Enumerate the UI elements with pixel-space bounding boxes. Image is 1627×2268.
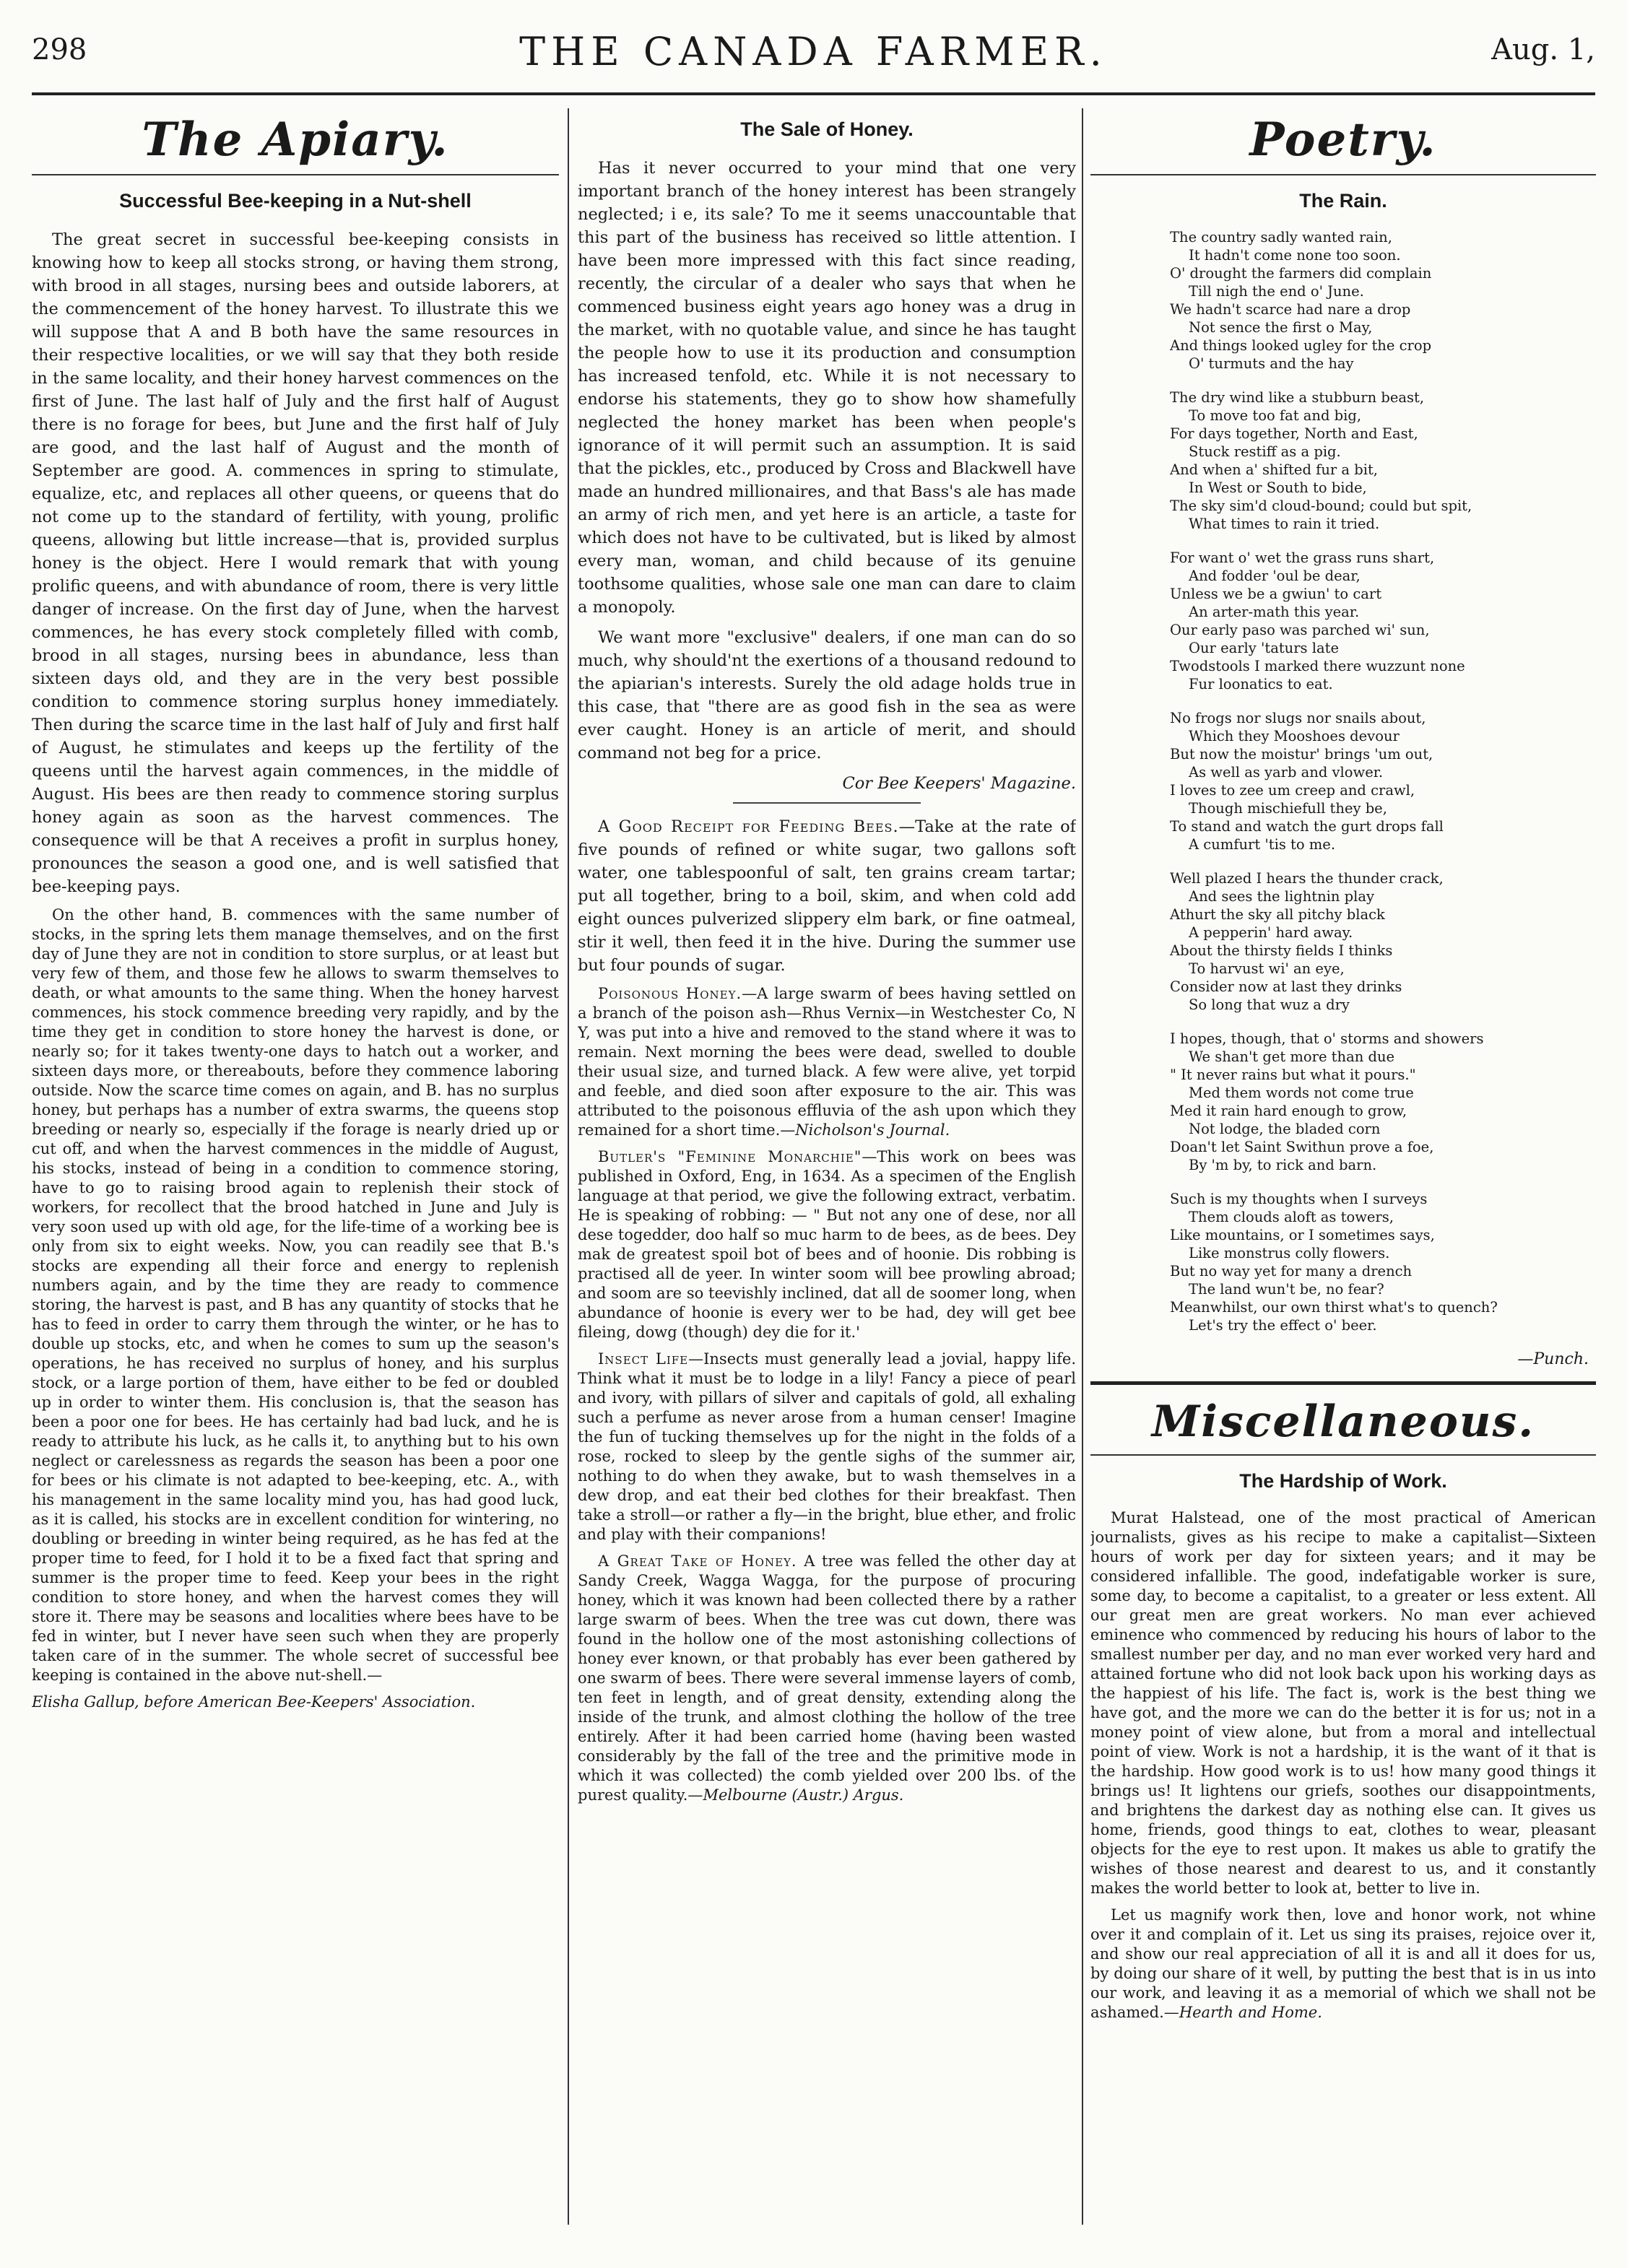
item-lead: Butler's "Feminine Monarchie": [598, 1148, 862, 1165]
poem-line: O' turmuts and the hay: [1189, 355, 1354, 372]
poem-line: Which they Mooshoes devour: [1189, 728, 1400, 744]
poem-line: Unless we be a gwiun' to cart: [1170, 586, 1382, 602]
poem-line: But no way yet for many a drench: [1170, 1263, 1413, 1279]
poem-line: An arter-math this year.: [1189, 604, 1360, 620]
item-lead: Poisonous Honey.: [598, 985, 742, 1002]
poem-title: The Rain.: [1299, 190, 1387, 212]
paragraph-text: Let us magnify work then, love and honor work, not whine over it and complain of it. Let us sing its praises, rejoice over it, and show our real appreciation of all it is and all it does for us, by doing our share of it well, by putting the best that is in us into our work, and leaving it as a memorial of which we shall not be ashamed.—: [1090, 1906, 1596, 2021]
poem-line: To stand and watch the gurt drops fall: [1170, 818, 1444, 835]
poem-stanza: [1170, 1030, 1596, 1174]
divider: [32, 174, 559, 175]
poem-line: O' drought the farmers did complain: [1170, 265, 1432, 282]
poem-line: As well as yarb and vlower.: [1189, 764, 1384, 781]
poem-line: So long that wuz a dry: [1189, 996, 1350, 1013]
item-lead: A Good Receipt for Feeding Bees.: [598, 817, 899, 836]
poem-citation: —Punch.: [1517, 1350, 1589, 1368]
header-rule: [32, 92, 1595, 95]
poem-line: I hopes, though, that o' storms and showers: [1170, 1030, 1484, 1047]
article-paragraph: The great secret in successful bee-keeping consists in knowing how to keep all stocks strong, or having them strong, with brood in all stages, nursing bees and outside laborers, at the commencement of the honey harvest. To illustrate this we will suppose that A and B both have the same resources in their respective localities, or we will say that they both reside in the same locality, and their honey harvest commences on the first of June. The last half of July and the first half of August there is no forage for bees, but June and the first half of July are good, and the last half of August and the month of September are good. A. commences in spring to stimulate, equalize, etc, and replaces all other queens, or queens that do not come up to the standard of fertility, with young, prolific queens, allowing but little increase—that is, provided surplus honey is the object. Here I would remark that with young prolific queens, and with abundance of room, there is very little danger of increase. On the first day of June, when the harvest commences, he has every stock completely filled with comb, brood in all stages, nursing bees in abundance, less than sixteen days old, and they are in the very best possible condition to commence storing surplus honey immediately. Then during the scarce time in the last half of July and first half of August, he stimulates and keeps up the fertility of the queens until the harvest again commences, in the middle of August. His bees are then ready to commence storing surplus honey again as soon as the harvest commences. The consequence will be that A receives a profit in surplus honey, pronounces the season a good one, and is well satisfied that bee-keeping pays.: [32, 230, 559, 896]
divider: [1090, 1454, 1596, 1456]
poem-line: A pepperin' hard away.: [1189, 924, 1353, 941]
poem-line: Med them words not come true: [1189, 1085, 1414, 1101]
poem-line: Consider now at last they drinks: [1170, 978, 1402, 995]
poem-stanza: [1170, 549, 1596, 693]
poem-stanza: [1170, 228, 1596, 373]
poem-line: Doan't let Saint Swithun prove a foe,: [1170, 1139, 1434, 1155]
item-text: —Take at the rate of five pounds of refined or white sugar, two gallons soft water, one tablespoonful of salt, ten grains cream tartar; put all together, bring to a boil, skim, and when cold add eight ounces pulverized slippery elm bark, or fine oatmeal, stir it well, then feed it in the hive. During the summer use but four pounds of sugar.: [578, 817, 1076, 975]
item-text: —A large swarm of bees having settled on a branch of the poison ash—Rhus Vernix—in Westchester Co, N Y, was put into a hive and removed to the stand where it was to remain. Next morning the bees were dead, swelled to double their usual size, and turned black. A few were alive, yet torpid and feeble, and died soon after exposure to the air. This was attributed to the poisonous effluvia of the ash upon which they remained for a short time.—: [578, 985, 1076, 1139]
poem-line: And fodder 'oul be dear,: [1189, 568, 1361, 584]
poem-line: Well plazed I hears the thunder crack,: [1170, 870, 1444, 887]
poem-line: Med it rain hard enough to grow,: [1170, 1103, 1407, 1119]
news-item: [578, 1147, 1076, 1342]
poem-line: Not lodge, the bladed corn: [1189, 1121, 1381, 1137]
page-header: [32, 29, 1595, 87]
article-paragraph: [1090, 1906, 1596, 2022]
issue-date: Aug. 1,: [1491, 33, 1595, 66]
item-text: A tree was felled the other day at Sandy Creek, Wagga Wagga, for the purpose of procuring honey, which it was known had been collected there by a rather large swarm of bees. When the tree was cut down, there was found in the hollow one of the most astonishing collections of honey ever known, or that probably has ever been gathered by one swarm of bees. There were several immense layers of comb, ten feet in length, and of great density, extending along the inside of the trunk, and almost clothing the hollow of the tree entirely. After it had been carried home (having been wasted considerably by the fall of the tree and the primitive mode in which it was collected) the comb yielded over 200 lbs. of the purest quality.—: [578, 1552, 1076, 1804]
poem-line: Stuck restiff as a pig.: [1189, 443, 1341, 460]
section-divider: [1090, 1381, 1596, 1385]
news-item: [578, 1552, 1076, 1805]
poem-line: But now the moistur' brings 'um out,: [1170, 746, 1433, 762]
poem: [1170, 228, 1596, 1334]
article-citation: Hearth and Home.: [1179, 2004, 1322, 2021]
article-signature: Elisha Gallup, before American Bee-Keepers' Association.: [32, 1693, 476, 1711]
column-honey: [578, 108, 1076, 2239]
poem-line: Meanwhilst, our own thirst what's to quench?: [1170, 1299, 1498, 1316]
poem-line: What times to rain it tried.: [1189, 516, 1380, 532]
poem-line: And when a' shifted fur a bit,: [1170, 461, 1379, 478]
poem-line: Not sence the first o May,: [1189, 319, 1373, 336]
article-paragraph: On the other hand, B. commences with the same number of stocks, in the spring lets them manage themselves, and on the first day of June they are not in condition to store surplus, or at least but very few of them, and those few he allows to swarm themselves to death, or what amounts to the same thing. When the honey harvest commences, his stock commence breeding very rapidly, and by the time they get in condition to store honey the harvest is done, or nearly so; for it takes twenty-one days to hatch out a worker, and sixteen days more, or thereabouts, before they commence laboring outside. Now the scarce time comes on again, and B. has no surplus honey, but perhaps has a number of extra swarms, the queens stop breeding or nearly so, especially if the forage is nearly dried up or cut off, and when the harvest commences in the middle of August, his stocks, instead of being in a condition to commence storing, have to go to raising brood again to replenish their stock of workers, for recollect that the brood hatched in June and July is very soon used up with old age, for the life-time of a working bee is only from six to eight weeks. Now, you can readily see that B.'s stocks are expending all their force and energy to replenish numbers again, and by the time they are ready to commence storing, the harvest is past, and B has any quantity of stocks that he has to feed in order to carry them through the winter, or he has to double up stocks, etc, and when he comes to sum up the season's operations, he has received no surplus of honey, and his surplus stock, or a large portion of them, have either to be fed or doubled up in order to winter them. His conclusion is, that the season has been a poor one for bees. He has certainly had bad luck, and he is ready to attribute his luck, as he calls it, to anything but to his own neglect or carelessness as regards the season has been a poor one for bees or his climate is not adapted to bee-keeping, etc. A., with his management in the same locality mind you, has had good luck, as it is called, his stocks are in excellent condition for wintering, no doubling or breeding in winter being required, as he has fed at the proper time to feed, for I hold it to be a fixed fact that spring and summer is the proper time to feed. Keep your bees in the right condition to store honey, and when the harvest comes they will store it. There may be seasons and localities where bees have to be fed in winter, but I never have seen such when they are properly taken care of in the summer. The whole secret of successful bee keeping is contained in the above nut-shell.—: [32, 906, 559, 1684]
column-poetry-misc: [1090, 108, 1596, 2239]
poem-line: Our early 'taturs late: [1189, 640, 1339, 656]
column-apiary: [32, 108, 559, 2239]
article-title: The Hardship of Work.: [1239, 1470, 1447, 1492]
department-heading: Miscellaneous.: [1151, 1396, 1535, 1447]
item-lead: Insect Life: [598, 1350, 689, 1368]
poem-line: Let's try the effect o' beer.: [1189, 1317, 1377, 1334]
poem-line: To move too fat and big,: [1189, 407, 1362, 424]
poem-line: Them clouds aloft as towers,: [1189, 1209, 1394, 1225]
column-rule: [1082, 108, 1083, 2225]
poem-line: Such is my thoughts when I surveys: [1170, 1191, 1428, 1207]
poem-line: For days together, North and East,: [1170, 425, 1418, 442]
poem-line: About the thirsty fields I thinks: [1170, 942, 1393, 959]
poem-line: No frogs nor slugs nor snails about,: [1170, 710, 1426, 726]
poem-stanza: [1170, 1190, 1596, 1334]
poem-line: To harvust wi' an eye,: [1189, 960, 1345, 977]
poem-line: The dry wind like a stubburn beast,: [1170, 389, 1425, 406]
item-citation: Nicholson's Journal.: [795, 1121, 950, 1139]
poem-line: Though mischiefull they be,: [1189, 800, 1387, 817]
column-rule: [568, 108, 569, 2225]
poem-line: We hadn't scarce had nare a drop: [1170, 301, 1411, 318]
news-item: [578, 815, 1076, 977]
article-paragraph: We want more "exclusive" dealers, if one man can do so much, why should'nt the exertions of a thousand redound to the apiarian's interests. Surely the old adage holds true in this case, that "there are as good fish in the sea as were ever caught. Honey is an article of merit, and should command not beg for a price.: [578, 628, 1076, 762]
poem-line: It hadn't come none too soon.: [1189, 247, 1401, 264]
item-text: —This work on bees was published in Oxford, Eng, in 1634. As a specimen of the English language at that period, we give the following extract, verbatim. He is speaking of robbing: — " But not any one of dese, nor all dese togedder, doo half so muc harm to de bees, as de bees. Dey mak de greatest spoil bot of bees and of hoonie. Dis robbing is practised all de yeer. In winter soom will bee prowling abroad; and soom are so teevishly inclined, dat all de soomer long, when abundance of hoonie is every wer to be had, dey will get bee fileing, dowg (though) dey die for it.': [578, 1148, 1076, 1341]
poem-line: The country sadly wanted rain,: [1170, 229, 1392, 246]
page-number: 298: [32, 33, 87, 66]
article-paragraph: Murat Halstead, one of the most practical of American journalists, gives as his recipe to make a capitalist—Sixteen hours of work per day for sixteen years; and it may be considered infallible. The good, indefatigable worker is sure, some day, to become a capitalist, to a greater or less extent. All our great men are great workers. No man ever achieved eminence who commenced by reducing his hours of labor to the smallest number per day, and no man ever worked very hard and attained fortune who did not look back upon his working days as the happiest of his life. The fact is, work is the best thing we have got, and the more we can do the better it is for us; not in a money point of view alone, but from a moral and intellectual point of view. Work is not a hardship, it is the want of it that is the hardship. How good work is to us! how many good things it brings us! It lightens our griefs, soothes our disappointments, and brightens the darkest day as nothing else can. It gives us home, friends, good things to eat, clothes to wear, pleasant objects for the eye to rest upon. It makes us able to gratify the wishes of those nearest and dearest to us, and it constantly makes the world better to look at, better to live in.: [1090, 1509, 1596, 1897]
poem-stanza: [1170, 709, 1596, 853]
poem-line: " It never rains but what it pours.": [1170, 1066, 1416, 1083]
department-heading: Poetry.: [1249, 113, 1437, 167]
article-title: The Sale of Honey.: [740, 118, 914, 140]
poem-line: By 'm by, to rick and barn.: [1189, 1157, 1377, 1173]
poem-line: The sky sim'd cloud-bound; could but spit,: [1170, 498, 1472, 514]
poem-line: And sees the lightnin play: [1189, 888, 1375, 905]
news-item: [578, 1350, 1076, 1544]
item-text: —Insects must generally lead a jovial, happy life. Think what it must be to lodge in a lily! Fancy a piece of pearl and ivory, with pillars of silver and capitals of gold, all exhaling such a perfume as never arose from a human censer! Imagine the fun of tucking themselves up for the night in the folds of a rose, rocked to sleep by the gentle sighs of the summer air, nothing to do when they awake, but to wash themselves in a dew drop, and eat their bed clothes for their breakfast. Then take a stroll—or rather a fly—in the bright, blue ether, and frolic and play with their companions!: [578, 1350, 1076, 1543]
divider: [733, 802, 921, 804]
poem-line: Till nigh the end o' June.: [1189, 283, 1364, 300]
item-lead: A Great Take of Honey.: [598, 1552, 797, 1570]
poem-line: For want o' wet the grass runs shart,: [1170, 549, 1435, 566]
article-paragraph: Has it never occurred to your mind that one very important branch of the honey interest has been strangely neglected; i e, its sale? To me it seems unaccountable that this part of the business has received so little attention. I have been more impressed with this fact since reading, recently, the circular of a dealer who says that when he commenced business eight years ago honey was a drug in the market, with no quotable value, and since he has taught the people how to use it its production and consumption has increased tenfold, etc. While it is not necessary to endorse his statements, they go to show how shamefully neglected the honey market has been when people's ignorance of it will permit such an assumption. It is said that the pickles, etc., produced by Cross and Blackwell have made an hundred millionaires, and that Bass's ale has made an army of rich men, and yet here is an article, a taste for which does not have to be cultivated, but is liked by almost every man, woman, and child because of its genuine toothsome qualities, whose sale one man can dare to claim a monopoly.: [578, 159, 1076, 617]
poem-line: And things looked ugley for the crop: [1170, 337, 1432, 354]
poem-line: We shan't get more than due: [1189, 1048, 1395, 1065]
news-item: [578, 984, 1076, 1140]
poem-stanza: [1170, 869, 1596, 1014]
article-title: Successful Bee-keeping in a Nut-shell: [119, 190, 472, 212]
divider: [1090, 174, 1596, 175]
poem-line: Fur loonatics to eat.: [1189, 676, 1333, 692]
poem-line: A cumfurt 'tis to me.: [1189, 836, 1336, 853]
article-citation: Cor Bee Keepers' Magazine.: [842, 774, 1076, 793]
poem-line: Like monstrus colly flowers.: [1189, 1245, 1390, 1261]
item-citation: Melbourne (Austr.) Argus.: [703, 1786, 904, 1804]
poem-stanza: [1170, 388, 1596, 533]
department-heading: The Apiary.: [142, 113, 449, 167]
poem-line: The land wun't be, no fear?: [1189, 1281, 1384, 1298]
masthead: THE CANADA FARMER.: [519, 29, 1108, 74]
poem-line: Like mountains, or I sometimes says,: [1170, 1227, 1435, 1243]
poem-line: In West or South to bide,: [1189, 479, 1367, 496]
poem-line: I loves to zee um creep and crawl,: [1170, 782, 1415, 799]
poem-line: Our early paso was parched wi' sun,: [1170, 622, 1430, 638]
poem-line: Twodstools I marked there wuzzunt none: [1170, 658, 1465, 674]
poem-line: Athurt the sky all pitchy black: [1170, 906, 1385, 923]
